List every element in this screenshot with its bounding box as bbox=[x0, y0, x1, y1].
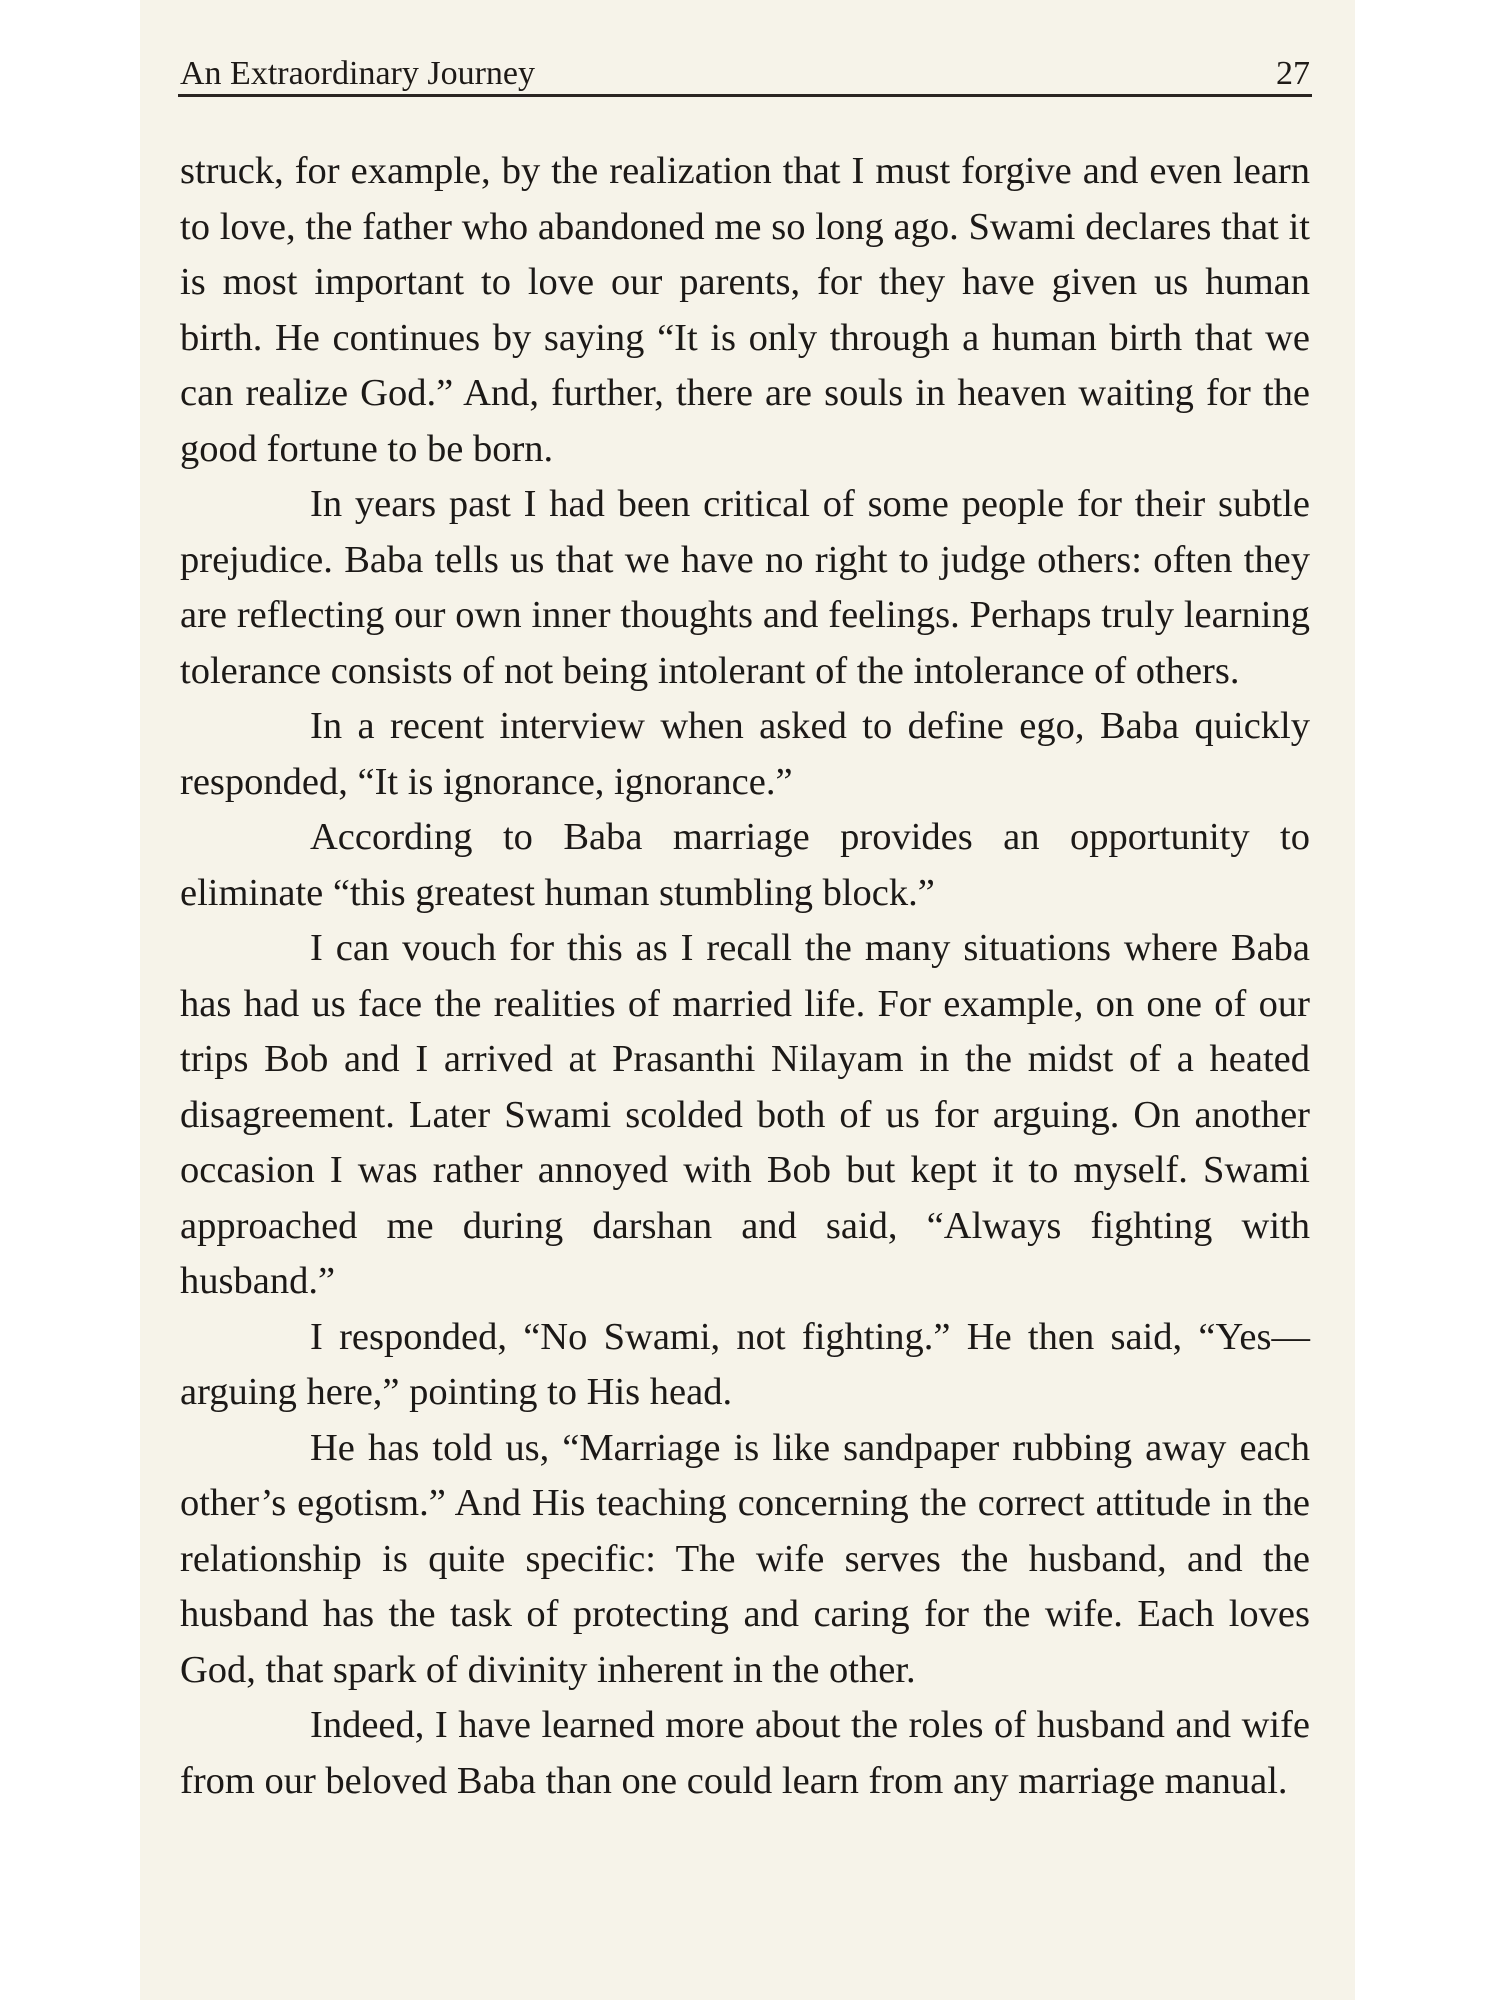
paragraph-4: According to Baba marriage provides an opportunity to eliminate “this greatest human stumbling block.” bbox=[180, 816, 1310, 914]
paragraph-1: struck, for example, by the realization that I must forgive and even learn to love, the father who abandoned me so long ago. Swami declares that it is most important to love our parents, for they have given us human birth. He continues by saying “It is only through a human birth that we can realize God.” And, further, there are souls in heaven waiting for the good fortune to be born. bbox=[180, 150, 1310, 470]
page-number: 27 bbox=[1276, 55, 1310, 92]
paragraph-2: In years past I had been critical of some people for their subtle prejudice. Baba tells us that we have no right to judge others: often they are reflecting our own inner thoughts and feelings. Perhaps truly learning tolerance consists of not being intolerant of the intolerance of others. bbox=[180, 483, 1310, 692]
running-header bbox=[180, 55, 1310, 97]
paragraph-8: Indeed, I have learned more about the roles of husband and wife from our beloved Baba than one could learn from any marriage manual. bbox=[180, 1704, 1310, 1802]
running-title: An Extraordinary Journey bbox=[180, 55, 536, 92]
paragraph-3: In a recent interview when asked to define ego, Baba quickly responded, “It is ignorance, ignorance.” bbox=[180, 705, 1310, 803]
paragraph-6: I responded, “No Swami, not fighting.” He then said, “Yes—arguing here,” pointing to His head. bbox=[180, 1315, 1310, 1413]
paragraph-5: I can vouch for this as I recall the many situations where Baba has had us face the realities of married life. For example, on one of our trips Bob and I arrived at Prasanthi Nilayam in the midst of a heated disagreement. Later Swami scolded both of us for arguing. On another occasion I was rather annoyed with Bob but kept it to myself. Swami approached me during darshan and said, “Always fighting with husband.” bbox=[180, 927, 1310, 1302]
header-rule bbox=[178, 94, 1312, 97]
body-text bbox=[180, 144, 1310, 1809]
paragraph-7: He has told us, “Marriage is like sandpaper rubbing away each other’s egotism.” And His teaching concerning the correct attitude in the relationship is quite specific: The wife serves the husband, and the husband has the task of protecting and caring for the wife. Each loves God, that spark of divinity inherent in the other. bbox=[180, 1426, 1310, 1691]
